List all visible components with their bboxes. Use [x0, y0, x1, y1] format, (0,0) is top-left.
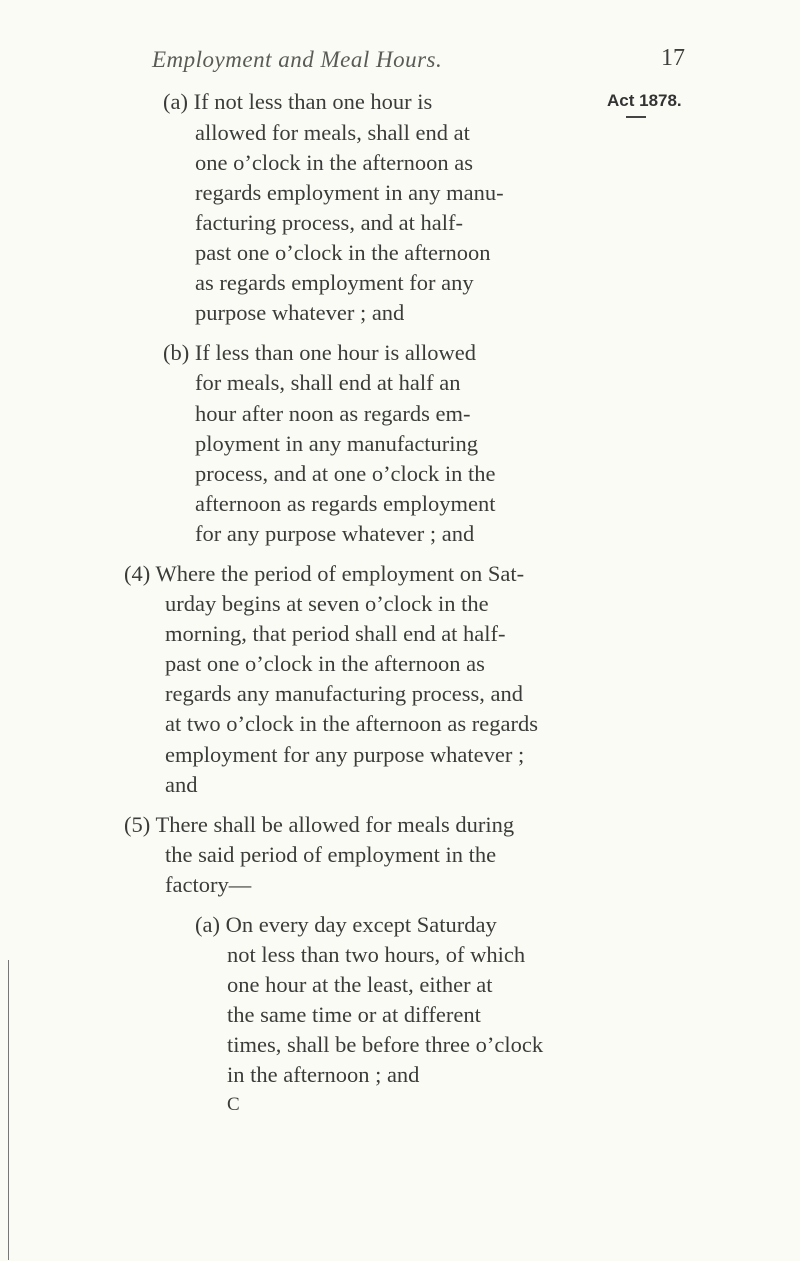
text-line: as regards employment for any [195, 270, 474, 295]
text-line: the same time or at different [227, 1002, 481, 1027]
page-number: 17 [661, 45, 685, 71]
running-title: Employment and Meal Hours. [152, 47, 443, 72]
text-line: regards any manufacturing process, and [165, 681, 523, 706]
text-line: not less than two hours, of which [227, 942, 526, 967]
text-line: ployment in any manufacturing [195, 431, 479, 456]
text-line: in the afternoon ; and [227, 1062, 420, 1087]
text-line: employment for any purpose whatever ; [165, 742, 525, 767]
text-line: process, and at one o’clock in the [195, 461, 496, 486]
text-line: morning, that period shall end at half- [165, 621, 506, 646]
text-line: afternoon as regards employment [195, 491, 496, 516]
text-line: facturing process, and at half- [195, 210, 464, 235]
text-line: (b) If less than one hour is allowed [163, 340, 477, 365]
text-line: at two o’clock in the afternoon as regards [165, 711, 538, 736]
margin-note: Act 1878. [607, 91, 682, 110]
text-line: for meals, shall end at half an [195, 370, 461, 395]
text-line: allowed for meals, shall end at [195, 120, 470, 145]
text-line: factory— [165, 872, 252, 897]
text-line: the said period of employment in the [165, 842, 497, 867]
signature-mark: C [227, 1094, 240, 1115]
text-line: hour after noon as regards em- [195, 401, 471, 426]
text-line: purpose whatever ; and [195, 300, 405, 325]
text-line: urday begins at seven o’clock in the [165, 591, 489, 616]
margin-note-underline [626, 116, 646, 118]
text-line: one o’clock in the afternoon as [195, 150, 474, 175]
text-line: times, shall be before three o’clock [227, 1032, 544, 1057]
text-line: for any purpose whatever ; and [195, 521, 475, 546]
text-line: past one o’clock in the afternoon [195, 240, 491, 265]
text-line: (4) Where the period of employment on Sat- [124, 561, 525, 586]
text-line: regards employment in any manu- [195, 180, 504, 205]
text-line: (5) There shall be allowed for meals during [124, 812, 515, 837]
text-line: (a) On every day except Saturday [195, 912, 497, 937]
text-line: one hour at the least, either at [227, 972, 493, 997]
text-line: past one o’clock in the afternoon as [165, 651, 485, 676]
page-edge-rule [8, 960, 9, 1260]
text-line: and [165, 772, 198, 797]
text-line: (a) If not less than one hour is [163, 89, 433, 114]
